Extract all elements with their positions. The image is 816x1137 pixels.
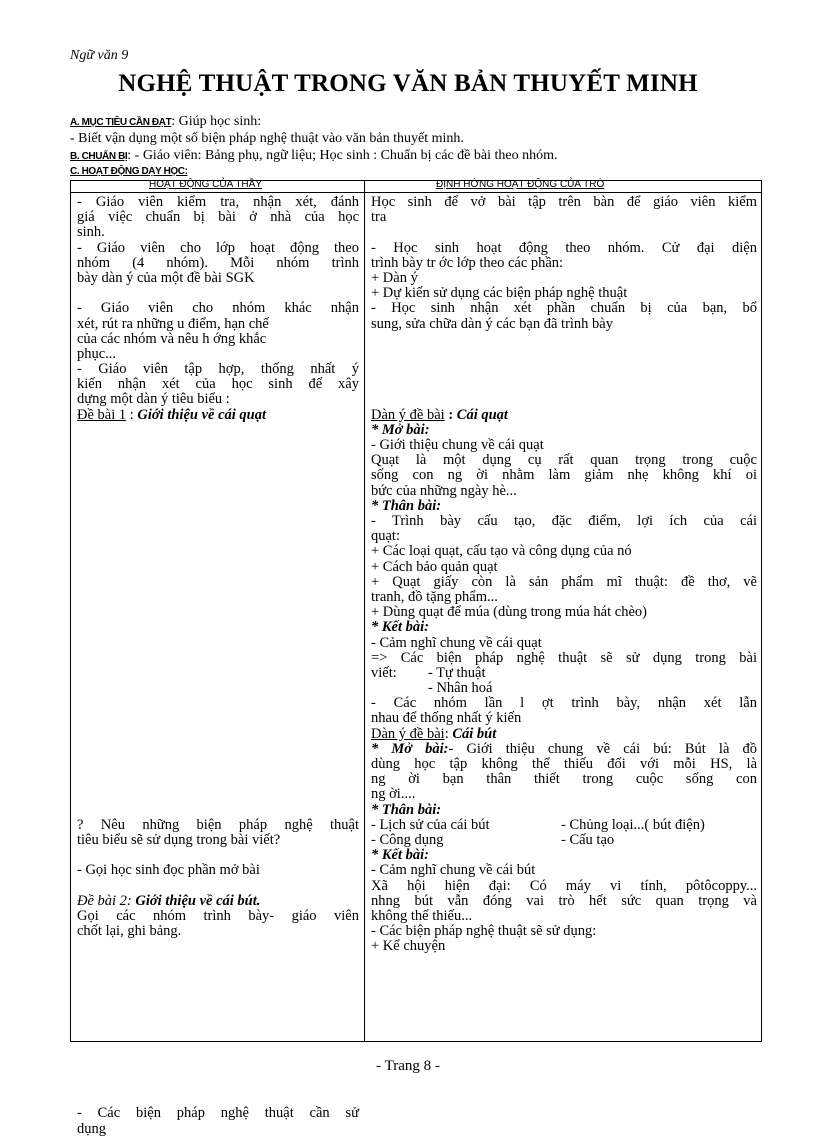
preparation-line — [70, 148, 558, 164]
body-item: - Cấu tạo — [561, 831, 615, 848]
right-line: nhau để thống nhất ý kiến — [371, 710, 522, 727]
right-line: trình bày tr ớc lớp theo các phần: — [371, 254, 564, 271]
header-divider — [71, 192, 761, 193]
outline-2-colon: : — [444, 725, 453, 742]
right-line: - Các nhóm lần l ợt trình bày, nhận xét lẫn — [371, 695, 757, 712]
section-heading: * Mở bài: — [371, 740, 449, 757]
right-line: => Các biện pháp nghệ thuật sẽ sử dụng trong bài — [371, 649, 757, 666]
left-line: - Giáo viên tập hợp, thống nhất ý — [77, 361, 359, 378]
page-number: - Trang 8 - — [376, 1058, 440, 1074]
right-line: Học sinh để vở bài tập trên bàn để giáo viên kiểm — [371, 194, 757, 210]
technique-item: - Tự thuật — [428, 664, 486, 681]
outline-1-label: Dàn ý đề bài — [371, 406, 445, 423]
right-line: + Quạt giấy còn là sản phẩm mĩ thuật: đề thơ, vẽ — [371, 573, 757, 590]
objectives-detail: - Biết vận dụng một số biện pháp nghệ thuật vào văn bản thuyết minh. — [70, 131, 464, 146]
outline-2-heading — [371, 727, 757, 742]
preparation-label: B. CHUẨN BỊ — [70, 151, 128, 162]
left-line: dựng một dàn ý tiêu biểu : — [77, 391, 230, 408]
right-line: bức của những ngày hè... — [371, 482, 517, 499]
left-line: sinh. — [77, 224, 105, 241]
topic-1-label: Đề bài 1 — [77, 406, 127, 423]
techniques-label: viết: — [371, 664, 397, 681]
topic-1-colon: : — [126, 406, 138, 423]
right-line: + Các loại quạt, cấu tạo và công dụng của nó — [371, 543, 632, 560]
right-line: - Cảm nghĩ chung về cái quạt — [371, 634, 542, 651]
right-line: quạt: — [371, 528, 400, 545]
objectives-label: A. MỤC TIÊU CẦN ĐẠT — [70, 117, 172, 128]
right-line: - Trình bày cấu tạo, đặc điểm, lợi ích của cái — [371, 513, 757, 529]
right-line: ng ời.... — [371, 786, 416, 803]
right-line: - Các biện pháp nghệ thuật sẽ sử dụng: — [371, 923, 597, 940]
objectives-text: : Giúp học sinh: — [171, 114, 262, 129]
right-line: Xã hội hiện đại: Có máy vi tính, pôtôcoppy... — [371, 877, 757, 894]
right-line: Quạt là một dụng cụ rất quan trọng trong cuộc — [371, 452, 757, 469]
right-line: - Học sinh nhận xét phần chuẩn bị của bạn, bổ — [371, 300, 757, 317]
right-line: nhng bút vẫn đóng vai trò hết sức quan trọng và — [371, 892, 757, 909]
left-line: giá việc chuẩn bị bài ở nhà của học — [77, 209, 359, 226]
right-line: không thể thiếu... — [371, 907, 473, 924]
left-spacer — [77, 423, 359, 818]
right-text: - Giới thiệu chung về cái bú: Bút là đồ — [448, 740, 758, 757]
outline-1-colon: : — [444, 406, 457, 423]
activities-label: C. HOẠT ĐỘNG DẠY HỌC: — [70, 166, 188, 177]
column-divider — [364, 181, 365, 1041]
right-line: + Cách bảo quản quạt — [371, 558, 498, 575]
body-item: - Chủng loại...( bút điện) — [561, 816, 705, 833]
left-line: ? Nêu những biện pháp nghệ thuật — [77, 816, 359, 833]
right-line: ng ời bạn thân thiết trong cuộc sống con — [371, 771, 757, 788]
outline-1-title: Cái quạt — [456, 406, 508, 423]
left-spacer — [77, 286, 359, 301]
left-line: bày dàn ý của một đề bài SGK — [77, 269, 255, 286]
left-topic-1 — [77, 408, 359, 423]
left-line: - Giáo viên cho nhóm khác nhận — [77, 300, 359, 317]
right-line: dùng học tập không thể thiếu đối với mỗi HS, là — [371, 756, 757, 772]
left-line: dụng — [77, 1120, 106, 1137]
student-column-header: ĐỊNH HỚNG HOẠT ĐỘNG CỦA TRÒ — [436, 179, 605, 190]
activities-line — [70, 163, 188, 179]
body-row — [371, 818, 757, 833]
techniques-row — [371, 666, 757, 681]
outline-2-label: Dàn ý đề bài — [371, 725, 445, 742]
left-line: - Các biện pháp nghệ thuật cần sử — [77, 1105, 359, 1122]
left-topic-2 — [77, 894, 359, 909]
left-line: của các nhóm và nêu h ớng khắc — [77, 330, 267, 347]
left-line: - Gọi học sinh đọc phần mở bài — [77, 862, 260, 879]
right-line: - Giới thiệu chung về cái quạt — [371, 437, 544, 454]
outline-1-heading — [371, 408, 757, 423]
left-line: xét, rút ra những u điểm, hạn chế — [77, 315, 269, 332]
right-line: + Kể chuyện — [371, 938, 446, 955]
right-line: + Dự kiến sử dụng các biện pháp nghệ thuật — [371, 285, 628, 302]
outline-2-title: Cái bút — [452, 725, 497, 742]
section-heading: * Kết bài: — [371, 619, 429, 636]
body-row — [371, 833, 757, 848]
right-line: sung, sửa chữa dàn ý các bạn đã trình bày — [371, 315, 613, 332]
left-line: - Giáo viên kiểm tra, nhận xét, đánh — [77, 194, 359, 210]
right-line: + Dàn ý — [371, 269, 418, 286]
right-spacer — [371, 332, 757, 408]
teacher-column-header: HOẠT ĐỘNG CỦA THẦY — [149, 179, 262, 190]
body-item: - Công dụng — [371, 831, 444, 848]
left-line: Gọi các nhóm trình bày- giáo viên — [77, 907, 359, 924]
left-line: - Giáo viên cho lớp hoạt động theo — [77, 239, 359, 256]
left-line: nhóm (4 nhóm). Mỗi nhóm trình — [77, 254, 359, 271]
right-line: + Dùng quạt để múa (dùng trong múa hát chèo) — [371, 604, 647, 621]
section-heading: * Thân bài: — [371, 497, 442, 514]
right-line: sống con ng ời nhằm làm giảm nhẹ không khí oi — [371, 467, 757, 484]
body-item: - Lịch sử của cái bút — [371, 816, 490, 833]
objectives-line — [70, 114, 261, 130]
left-line: phục... — [77, 345, 117, 362]
topic-2-title: Giới thiệu về cái bút. — [135, 892, 261, 909]
technique-item: - Nhân hoá — [428, 680, 493, 697]
left-spacer — [77, 939, 359, 1106]
left-line: tiêu biểu sẽ sử dụng trong bài viết? — [77, 832, 281, 848]
right-spacer — [371, 225, 757, 240]
left-line: kiến nhận xét của học sinh để xây — [77, 376, 359, 393]
page-title: NGHỆ THUẬT TRONG VĂN BẢN THUYẾT MINH — [118, 70, 698, 97]
section-heading: * Mở bài: — [371, 421, 430, 438]
right-line: tranh, đồ tặng phẩm... — [371, 588, 498, 605]
topic-1-title: Giới thiệu về cái quạt — [137, 406, 267, 423]
teacher-column — [77, 195, 359, 1137]
subject-header: Ngữ văn 9 — [70, 48, 129, 63]
left-line: chốt lại, ghi bảng. — [77, 923, 182, 940]
left-spacer — [77, 879, 359, 894]
right-line: - Cảm nghĩ chung về cái bút — [371, 862, 536, 879]
topic-2-label: Đề bài 2: — [77, 892, 136, 909]
section-heading: * Kết bài: — [371, 847, 429, 864]
right-line: tra — [371, 209, 387, 226]
student-column — [371, 195, 757, 954]
right-line: - Học sinh hoạt động theo nhóm. Cử đại diện — [371, 239, 757, 256]
right-line — [371, 742, 757, 757]
section-heading: * Thân bài: — [371, 801, 442, 818]
left-spacer — [77, 848, 359, 863]
preparation-text: : - Giáo viên: Bảng phụ, ngữ liệu; Học sinh : Chuẩn bị các đề bài theo nhóm. — [127, 148, 558, 163]
